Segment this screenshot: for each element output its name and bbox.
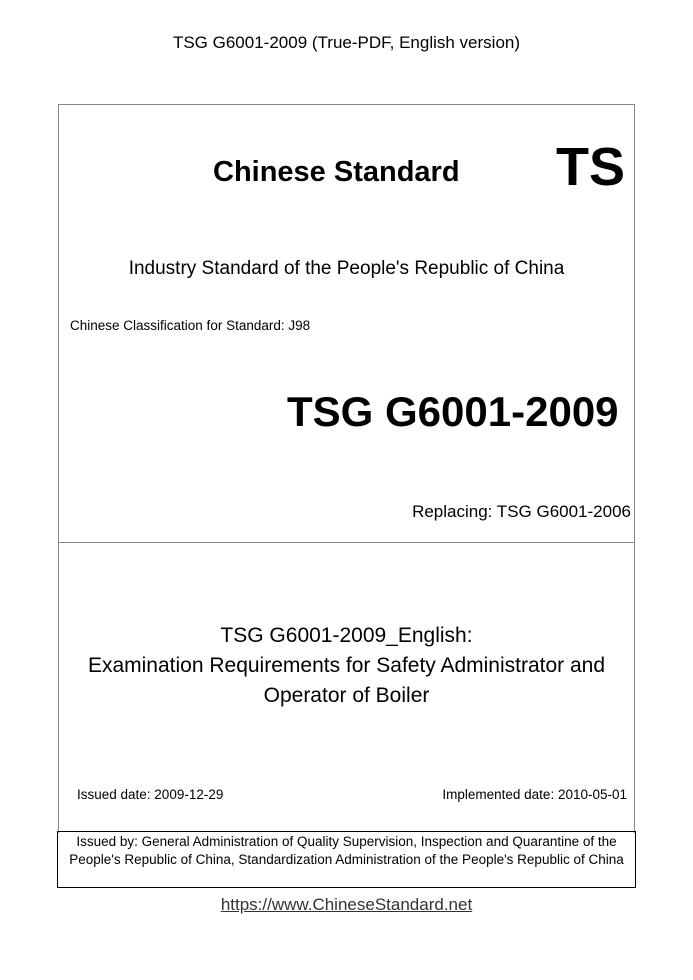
document-title-line: Operator of Boiler [263, 684, 430, 707]
document-title [58, 621, 635, 711]
standard-code: TSG G6001-2009 [287, 388, 619, 435]
implemented-date: Implemented date: 2010-05-01 [442, 787, 627, 802]
document-title-line: TSG G6001-2009_English: [220, 624, 473, 647]
replacing-note: Replacing: TSG G6001-2006 [412, 502, 631, 521]
issued-date: Issued date: 2009-12-29 [77, 787, 224, 802]
standard-type-badge: TS [556, 137, 626, 197]
issued-by: Issued by: General Administration of Quality Supervision, Inspection and Quarantine of the People's Republic of China, Standardization Administration of the People's Republic of China [57, 831, 636, 888]
page-header: TSG G6001-2009 (True-PDF, English version) [172, 33, 521, 52]
classification: Chinese Classification for Standard: J98 [70, 318, 311, 333]
cover-title: Chinese Standard [213, 156, 460, 188]
website-link[interactable]: https://www.ChineseStandard.net [220, 895, 473, 914]
document-title-line: Examination Requirements for Safety Administrator and [87, 654, 606, 677]
industry-subtitle: Industry Standard of the People's Republic of China [128, 258, 565, 279]
